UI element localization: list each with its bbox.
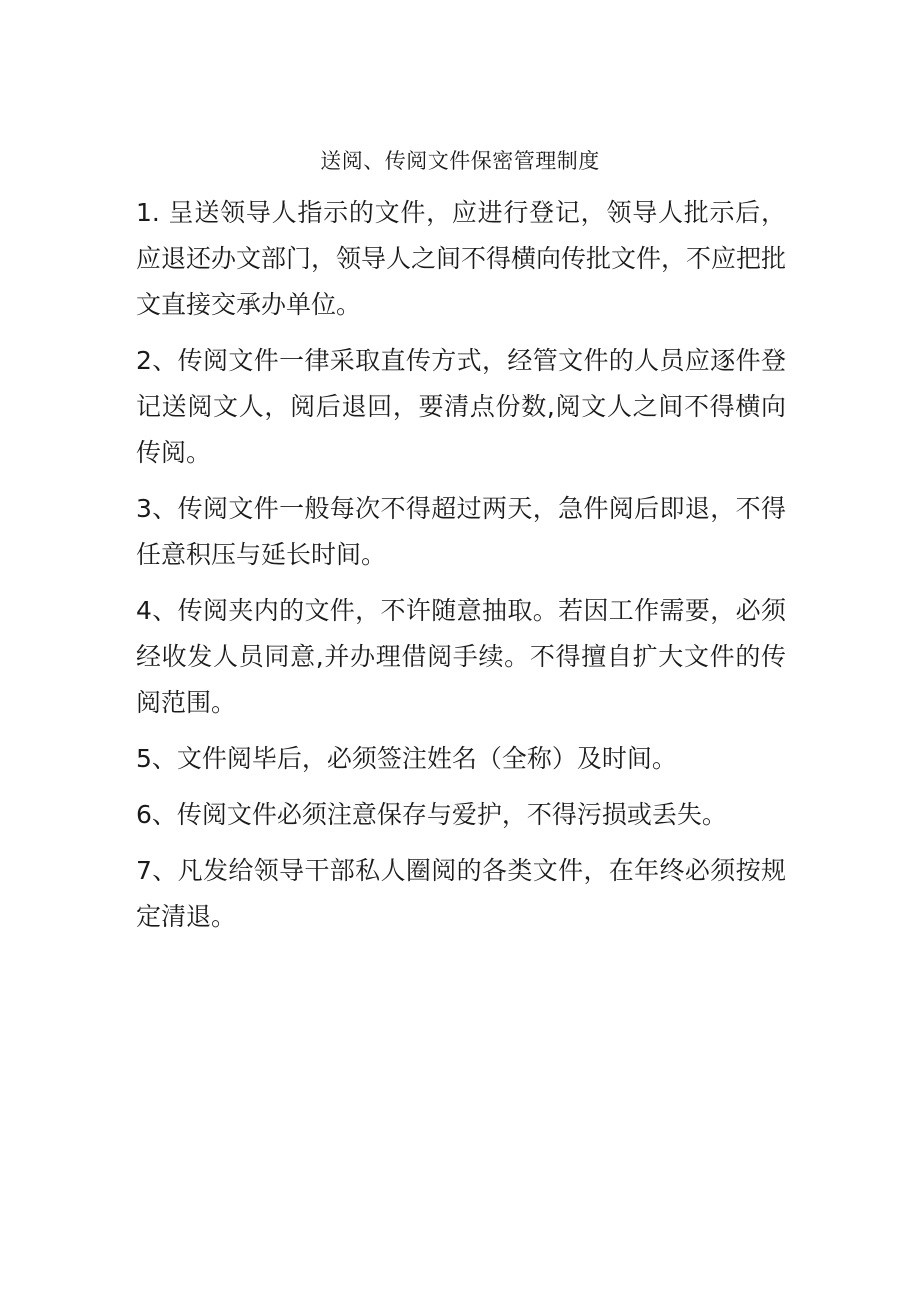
- regulation-item-6: 6、传阅文件必须注意保存与爱护，不得污损或丢失。: [136, 800, 727, 829]
- regulation-item-4: 4、传阅夹内的文件，不许随意抽取。若因工作需要，必须经收发人员同意,并办理借阅手续。不得擅自扩大文件的传阅范围。: [136, 596, 786, 717]
- regulation-item-3: 3、传阅文件一般每次不得超过两天，急件阅后即退，不得任意积压与延长时间。: [136, 494, 786, 569]
- regulation-item-5: 5、文件阅毕后，必须签注姓名（全称）及时间。: [136, 744, 677, 773]
- regulation-item-1: 1. 呈送领导人指示的文件，应进行登记，领导人批示后，应退还办文部门，领导人之间不得横向传批文件，不应把批文直接交承办单位。: [136, 198, 787, 319]
- regulation-list: [136, 190, 786, 950]
- regulation-item-2: 2、传阅文件一律采取直传方式，经管文件的人员应逐件登记送阅文人，阅后退回，要清点份数,阅文人之间不得横向传阅。: [136, 346, 786, 467]
- document-title: 送阅、传阅文件保密管理制度: [320, 149, 600, 173]
- regulation-item-7: 7、凡发给领导干部私人圈阅的各类文件，在年终必须按规定清退。: [136, 856, 786, 931]
